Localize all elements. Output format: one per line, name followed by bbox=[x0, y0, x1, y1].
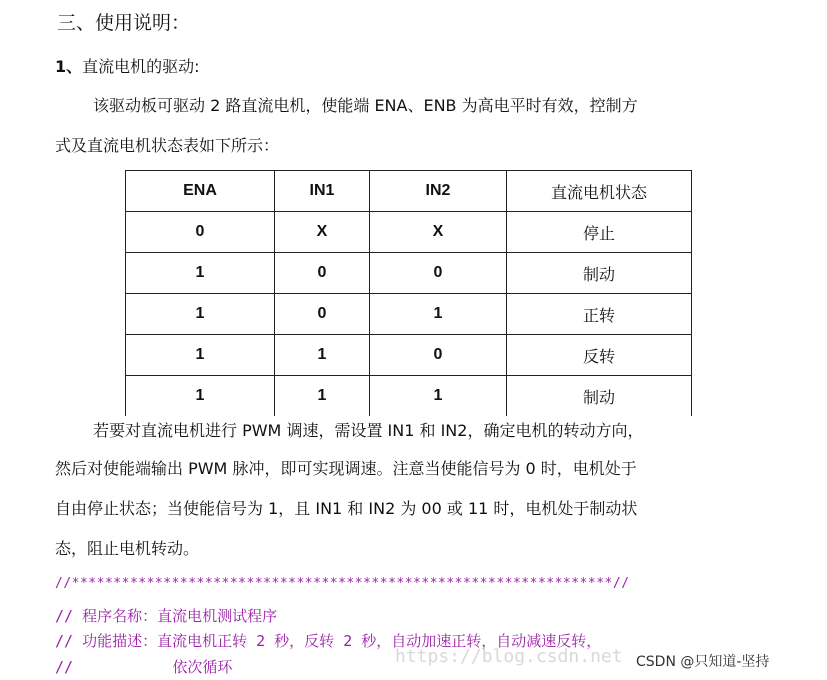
code-comment-line: // 程序名称：直流电机测试程序 bbox=[55, 607, 278, 625]
cell-in1: 1 bbox=[275, 335, 370, 376]
cell-ena: 1 bbox=[126, 335, 275, 376]
cell-state: 反转 bbox=[507, 335, 692, 376]
table-header-row bbox=[126, 171, 692, 212]
pwm-paragraph-line: 态，阻止电机转动。 bbox=[55, 539, 200, 558]
pwm-paragraph-line: 自由停止状态；当使能信号为 1，且 IN1 和 IN2 为 00 或 11 时，电机处于制动状 bbox=[55, 499, 638, 518]
code-comment-line: // 功能描述：直流电机正转 2 秒，反转 2 秒，自动加速正转，自动减速反转， bbox=[55, 632, 602, 650]
table-row bbox=[126, 294, 692, 335]
code-comment-line: //*****************************************************************// bbox=[55, 576, 630, 591]
pwm-paragraph-line: 若要对直流电机进行 PWM 调速，需设置 IN1 和 IN2，确定电机的转动方向， bbox=[93, 421, 644, 440]
cell-in1: X bbox=[275, 212, 370, 253]
intro-paragraph-line: 式及直流电机状态表如下所示： bbox=[55, 136, 280, 155]
cell-ena: 0 bbox=[126, 212, 275, 253]
cell-state: 制动 bbox=[507, 253, 692, 294]
code-comment-line: // 依次循环 bbox=[55, 658, 233, 676]
table-row bbox=[126, 376, 692, 417]
subheading bbox=[55, 54, 200, 77]
cell-state: 正转 bbox=[507, 294, 692, 335]
pwm-paragraph-line: 然后对使能端输出 PWM 脉冲，即可实现调速。注意当使能信号为 0 时，电机处于 bbox=[55, 459, 637, 478]
motor-state-table bbox=[125, 170, 692, 416]
cell-ena: 1 bbox=[126, 294, 275, 335]
table-row bbox=[126, 253, 692, 294]
cell-in1: 0 bbox=[275, 294, 370, 335]
cell-in1: 1 bbox=[275, 376, 370, 417]
cell-in2: 0 bbox=[370, 253, 507, 294]
cell-state: 制动 bbox=[507, 376, 692, 417]
table-row bbox=[126, 335, 692, 376]
header-in2: IN2 bbox=[370, 171, 507, 212]
cell-ena: 1 bbox=[126, 376, 275, 417]
intro-paragraph-line: 该驱动板可驱动 2 路直流电机，使能端 ENA、ENB 为高电平时有效，控制方 bbox=[93, 96, 638, 115]
section-title: 三、使用说明： bbox=[57, 12, 191, 34]
header-motor-state: 直流电机状态 bbox=[507, 171, 692, 212]
cell-in1: 0 bbox=[275, 253, 370, 294]
url-watermark: https://blog.csdn.net bbox=[395, 646, 623, 667]
cell-in2: X bbox=[370, 212, 507, 253]
table-row bbox=[126, 212, 692, 253]
cell-in2: 1 bbox=[370, 294, 507, 335]
header-ena: ENA bbox=[126, 171, 275, 212]
cell-in2: 1 bbox=[370, 376, 507, 417]
cell-in2: 0 bbox=[370, 335, 507, 376]
cell-state: 停止 bbox=[507, 212, 692, 253]
subheading-text: 直流电机的驱动: bbox=[82, 57, 200, 76]
cell-ena: 1 bbox=[126, 253, 275, 294]
header-in1: IN1 bbox=[275, 171, 370, 212]
subheading-number: 1、 bbox=[55, 57, 83, 76]
csdn-watermark: CSDN @只知道-坚持 bbox=[634, 651, 771, 671]
